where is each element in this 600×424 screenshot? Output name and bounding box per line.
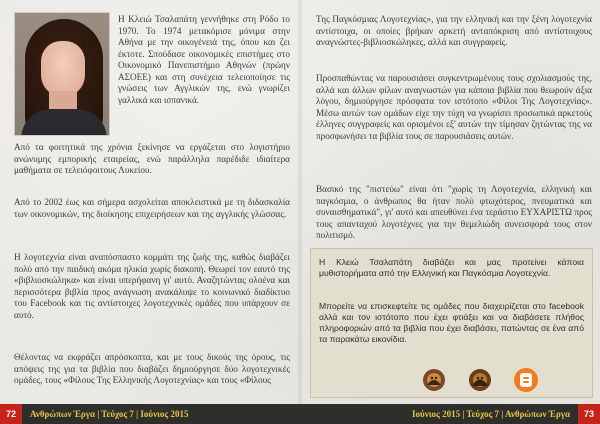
author-photo-face [41,41,85,97]
info-box [310,248,593,398]
footer-left [0,404,300,424]
lion-emblem-icon[interactable] [421,367,447,393]
info-box-instructions: Μπορείτε να επισκεφτείτε τις ομάδες που διαχειρίζεται στο facebook αλλά και τον ιστότοπο που έχει φτιάξει και να διαβάσετε πλήθος πληροφοριών από τα βιβλία που έχει διαβάσει, πατώντας σε ένα από τα παρακάτω εικονίδια. [319,301,584,344]
page-number-right: 73 [578,404,600,424]
website-paragraph: Προσπαθώντας να παρουσιάσει συγκεντρωμένους τους σχολιασμούς της, αλλά και άλλων φίλων αναγνωστών για κάποια βιβλία που θεωρούν άξια λόγου, δημιούργησε πρόσφατα τον ιστότοπο «Φίλοι Της Λογοτεχνίας». Μέσω αυτών των ομάδων είχε την τύχη να γνωρίσει προσωπικά αρκετούς έλληνες συγγραφείς και ορισμένοι εξ' αυτών την τίμησαν ζητώντας της να προσφωνήσει τα βιβλία τους σε παρουσιάσεις αυτών. [316,73,592,141]
career-paragraph: Από τα φοιτητικά της χρόνια ξεκίνησε να εργάζεται στο λογιστήριο ανώνυμης εμπορικής εταιρείας, ενώ παράλληλα παρέδιδε ιδιαίτερα μαθήματα σε τελειόφοιτους Λυκείου. [14,142,290,175]
literature-paragraph: Η λογοτεχνία είναι αναπόσπαστο κομμάτι της ζωής της, καθώς διαβάζει πολύ από την παιδική ακόμα ηλικία χωρίς διακοπή. Θεωρεί τον εαυτό της «βιβλιοσκώληκα» και είναι υπερήφανη γι' αυτό. Αναζητώντας ολοένα και περισσότερα βιβλία προς ανάγνωση ανακάλυψε το κοινωνικό διαδίκτυο του Facebook και τις αντίστοιχες λογοτεχνικές ομάδες που υπάρχουν σε αυτό. [14,252,290,320]
page-number-left: 72 [0,404,22,424]
intro-paragraph: Η Κλειώ Τσαλαπάτη γεννήθηκε στη Ρόδο το 1970. Το 1974 μετακόμισε μόνιμα στην Αθήνα με την οικογένειά της, όπου και ζει έκτοτε. Σπούδασε οικονομικές επιστήμες στο Οικονομικό Πανεπιστήμιο Αθηνών (πρώην ΑΣΟΕΕ) και στη συνέχεια τελειοποίησε τις γνώσεις των Αγγλικών της, ενώ γνωρίζει γαλλικά και ισπανικά. [118,14,290,105]
groups-paragraph-continued: Της Παγκόσμιας Λογοτεχνίας», για την ελληνική και την ξένη λογοτεχνία αντίστοιχα, οι οποίες βρήκαν αρκετή ανταπόκριση από αντίστοιχους αναγνώστες-βιβλιοσκώληκες, αλλά και συγγραφείς. [316,14,592,47]
right-page [302,0,600,404]
info-box-intro: Η Κλειώ Τσαλαπάτη διαβάζει και μας προτείνει κάποια μυθιστορήματα από την Ελληνική και Παγκόσμια Λογοτεχνία. [319,257,584,278]
left-page [0,0,298,404]
credo-paragraph: Βασικό της "πιστεύω" είναι ότι "χωρίς τη Λογοτεχνία, ελληνική και παγκόσμια, ο άνθρωπος θα ήταν πολύ φτωχότερος, πνευματικά και συναισθηματικά", γι' αυτό και απευθύνει ένα τεράστιο ΕΥΧΑΡΙΣΤΩ προς τους απανταχού λογοτέχνες για την θεμελιώδη συνεισφορά τους στον πολιτισμό. [316,184,592,240]
lion-emblem-icon[interactable] [467,367,493,393]
groups-paragraph: Θέλοντας να εκφράζει απρόσκοπτα, και με τους δικούς της όρους, τις απόψεις της για τα βιβλία που διαβάζει δημιούργησε δύο λογοτεχνικές ομάδες, τους «Φίλους Της Ελληνικής Λογοτεχνίας» και τους «Φίλους [14,352,290,385]
footer-title-left: Ανθρώπων Έργα | Τεύχος 7 | Ιούνιος 2015 [30,409,189,419]
author-photo [14,12,110,136]
blogger-icon[interactable] [513,367,539,393]
footer-right [300,404,600,424]
footer-title-right: Ιούνιος 2015 | Τεύχος 7 | Ανθρώπων Έργα [412,409,570,419]
social-icons [421,367,541,395]
teaching-paragraph: Από το 2002 έως και σήμερα ασχολείται αποκλειστικά με τη διδασκαλία των οικονομικών, της διοίκησης επιχειρήσεων και της αγγλικής γλώσσας. [14,197,290,219]
